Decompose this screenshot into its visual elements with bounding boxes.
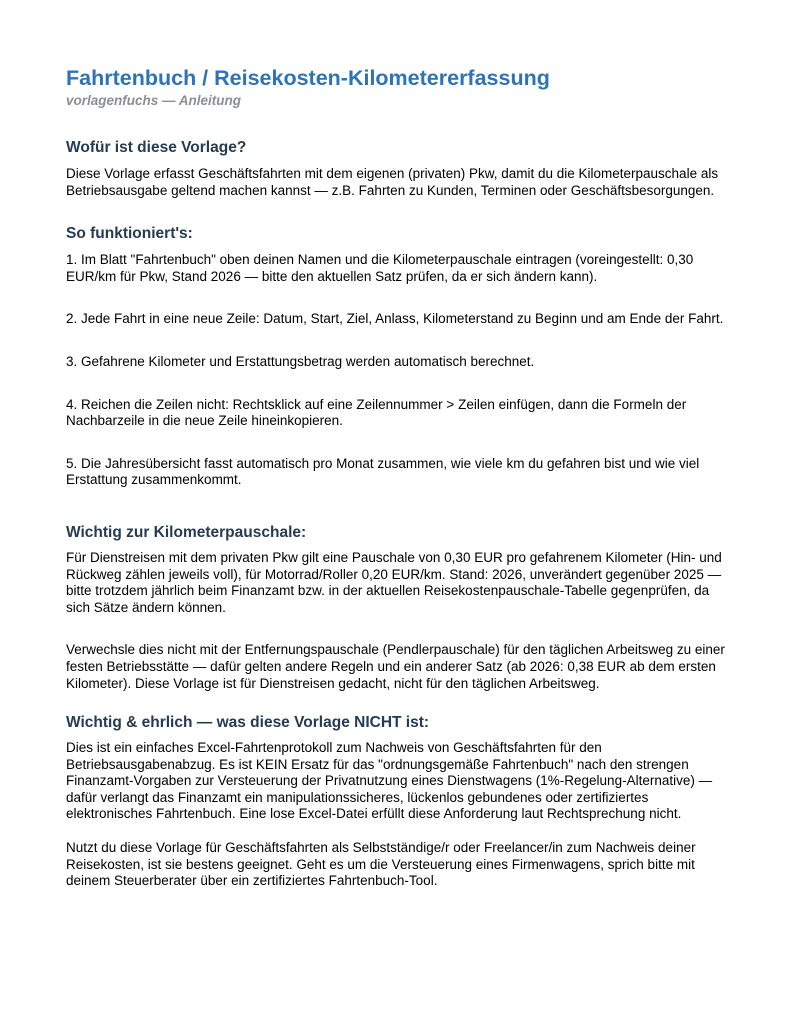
allowance-paragraph-1: Für Dienstreisen mit dem privaten Pkw gilt eine Pauschale von 0,30 EUR pro gefahrenem Kilometer (Hin- und Rückweg zählen jeweils voll), für Motorrad/Roller 0,20 EUR/km. Stand: 2026, unverändert gegenüber 2025 — bitte trotzdem jährlich beim Finanzamt bzw. in der aktuellen Reisekostenpauschale-Tabelle gegenprüfen, da sich Sätze ändern können. (66, 549, 722, 615)
howto-heading: So funktioniert's: (66, 225, 193, 243)
disclaimer-paragraph-1: Dies ist ein einfaches Excel-Fahrtenprotokoll zum Nachweis von Geschäftsfahrten für den Betriebsausgabenabzug. Es ist KEIN Ersatz für das "ordnungsgemäße Fahrtenbuch" nach den strengen Finanzamt-Vorgaben zur Versteuerung der Privatnutzung eines Dienstwagens (1%-Regelung-Alternative) — dafür verlangt das Finanzamt ein manipulationssicheres, lückenlos gebundenes oder zertifiziertes elektronisches Fahrtenbuch. Eine lose Excel-Datei erfüllt diese Anforderung laut Rechtsprechung nicht. (66, 740, 713, 822)
howto-step-2: 2. Jede Fahrt in eine neue Zeile: Datum, Start, Ziel, Anlass, Kilometerstand zu Beginn und am Ende der Fahrt. (66, 311, 724, 327)
allowance-heading: Wichtig zur Kilometerpauschale: (66, 523, 307, 541)
disclaimer-heading: Wichtig & ehrlich — was diese Vorlage NICHT ist: (66, 714, 430, 732)
purpose-heading: Wofür ist diese Vorlage? (66, 139, 247, 156)
howto-step-5: 5. Die Jahresübersicht fasst automatisch pro Monat zusammen, wie viele km du gefahren bist und wie viel Erstattung zusammenkommt. (66, 455, 700, 488)
document-page (66, 64, 730, 890)
disclaimer-paragraph-2: Nutzt du diese Vorlage für Geschäftsfahrten als Selbstständige/r oder Freelancer/in zum Nachweis deiner Reisekosten, ist sie bestens geeignet. Geht es um die Versteuerung eines Firmenwagens, sprich bitte mit deinem Steuerberater über ein zertifiziertes Fahrtenbuch-Tool. (66, 840, 696, 889)
document-subtitle: vorlagenfuchs — Anleitung (66, 93, 242, 108)
howto-step-3: 3. Gefahrene Kilometer und Erstattungsbetrag werden automatisch berechnet. (66, 353, 535, 369)
howto-step-1: 1. Im Blatt "Fahrtenbuch" oben deinen Namen und die Kilometerpauschale eintragen (voreingestellt: 0,30 EUR/km für Pkw, Stand 2026 — bitte den aktuellen Satz prüfen, da er sich ändern kann). (66, 252, 694, 284)
document-title: Fahrtenbuch / Reisekosten-Kilometererfassung (66, 66, 550, 90)
howto-step-4: 4. Reichen die Zeilen nicht: Rechtsklick auf eine Zeilennummer > Zeilen einfügen, dann die Formeln der Nachbarzeile in die neue Zeile hineinkopieren. (66, 396, 687, 429)
purpose-text: Diese Vorlage erfasst Geschäftsfahrten mit dem eigenen (privaten) Pkw, damit du die Kilometerpauschale als Betriebsausgabe geltend machen kannst — z.B. Fahrten zu Kunden, Terminen oder Geschäftsbesorgungen. (66, 166, 719, 198)
allowance-paragraph-2: Verwechsle dies nicht mit der Entfernungspauschale (Pendlerpauschale) für den täglichen Arbeitsweg zu einer festen Betriebsstätte — dafür gelten andere Regeln und ein anderer Satz (ab 2026: 0,38 EUR ab dem ersten Kilometer). Diese Vorlage ist für Dienstreisen gedacht, nicht für den täglichen Arbeitsweg. (66, 642, 725, 691)
